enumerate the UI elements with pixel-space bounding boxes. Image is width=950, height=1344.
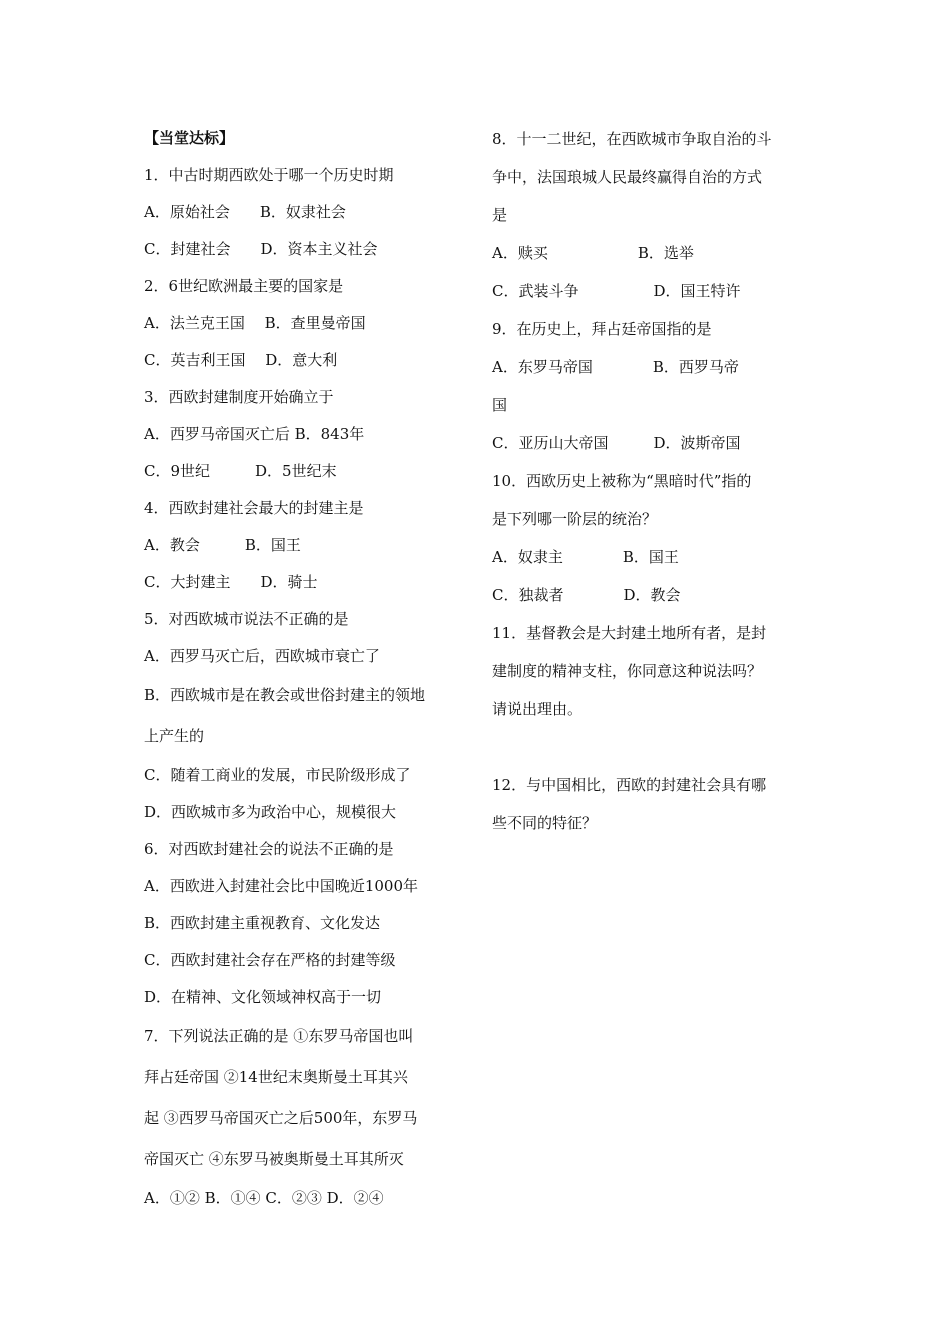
left-column — [144, 120, 464, 1217]
text-line: A．西欧进入封建社会比中国晚近1000年 — [144, 877, 419, 895]
text-line: C．9世纪 D．5世纪末 — [144, 462, 337, 480]
text-line: C．英吉利王国 D．意大利 — [144, 351, 338, 369]
text-line: 起 ③西罗马帝国灭亡之后500年，东罗马 — [144, 1109, 418, 1127]
text-line: B．西欧封建主重视教育、文化发达 — [144, 914, 381, 932]
text-line: C．武装斗争 D．国王特许 — [492, 282, 741, 300]
text-line: 是下列哪一阶层的统治？ — [492, 510, 658, 528]
text-line: A．法兰克王国 B．查里曼帝国 — [144, 314, 366, 332]
text-line: D．在精神、文化领域神权高于一切 — [144, 988, 382, 1006]
text-line: 上产生的 — [144, 727, 205, 745]
text-line: 建制度的精神支柱，你同意这种说法吗？ — [492, 662, 763, 680]
text-line: 请说出理由。 — [492, 700, 583, 718]
text-line: 6．对西欧封建社会的说法不正确的是 — [144, 840, 394, 858]
section-heading: 【当堂达标】 — [144, 129, 235, 147]
text-line: 12．与中国相比，西欧的封建社会具有哪 — [492, 776, 767, 794]
text-line: 国 — [492, 396, 508, 414]
text-line: D．西欧城市多为政治中心，规模很大 — [144, 803, 397, 821]
text-line: 8．十一二世纪，在西欧城市争取自治的斗 — [492, 130, 772, 148]
text-line: A．教会 B．国王 — [144, 536, 301, 554]
text-line: A．西罗马帝国灭亡后 B．843年 — [144, 425, 365, 443]
text-line: A．赎买 B．选举 — [492, 244, 694, 262]
text-line: C．随着工商业的发展，市民阶级形成了 — [144, 766, 411, 784]
text-line: 10．西欧历史上被称为“黑暗时代”指的 — [492, 472, 752, 490]
text-line: 1．中古时期西欧处于哪一个历史时期 — [144, 166, 394, 184]
text-line: 2．6世纪欧洲最主要的国家是 — [144, 277, 344, 295]
text-line: C．独裁者 D．教会 — [492, 586, 681, 604]
text-line: C．封建社会 D．资本主义社会 — [144, 240, 378, 258]
answer-space — [492, 728, 812, 766]
text-line: A．西罗马灭亡后，西欧城市衰亡了 — [144, 647, 380, 665]
text-line: 5．对西欧城市说法不正确的是 — [144, 610, 349, 628]
text-line: A．东罗马帝国 B．西罗马帝 — [492, 358, 739, 376]
text-line: 是 — [492, 206, 508, 224]
text-line: 帝国灭亡 ④东罗马被奥斯曼土耳其所灭 — [144, 1150, 404, 1168]
text-line: A．原始社会 B．奴隶社会 — [144, 203, 346, 221]
right-column — [492, 120, 812, 842]
text-line: 3．西欧封建制度开始确立于 — [144, 388, 334, 406]
text-line: 拜占廷帝国 ②14世纪末奥斯曼土耳其兴 — [144, 1068, 408, 1086]
text-line: 4．西欧封建社会最大的封建主是 — [144, 499, 364, 517]
text-line: C．西欧封建社会存在严格的封建等级 — [144, 951, 396, 969]
text-line: A．奴隶主 B．国王 — [492, 548, 679, 566]
text-line: A．①② B．①④ C．②③ D．②④ — [144, 1189, 384, 1207]
text-line: 争中，法国琅城人民最终赢得自治的方式 — [492, 168, 763, 186]
text-line: B．西欧城市是在教会或世俗封建主的领地 — [144, 686, 426, 704]
text-line: 11．基督教会是大封建土地所有者，是封 — [492, 624, 767, 642]
text-line: C．亚历山大帝国 D．波斯帝国 — [492, 434, 741, 452]
text-line: C．大封建主 D．骑士 — [144, 573, 318, 591]
text-line: 7．下列说法正确的是 ①东罗马帝国也叫 — [144, 1027, 414, 1045]
text-line: 些不同的特征？ — [492, 814, 598, 832]
text-line: 9．在历史上，拜占廷帝国指的是 — [492, 320, 712, 338]
